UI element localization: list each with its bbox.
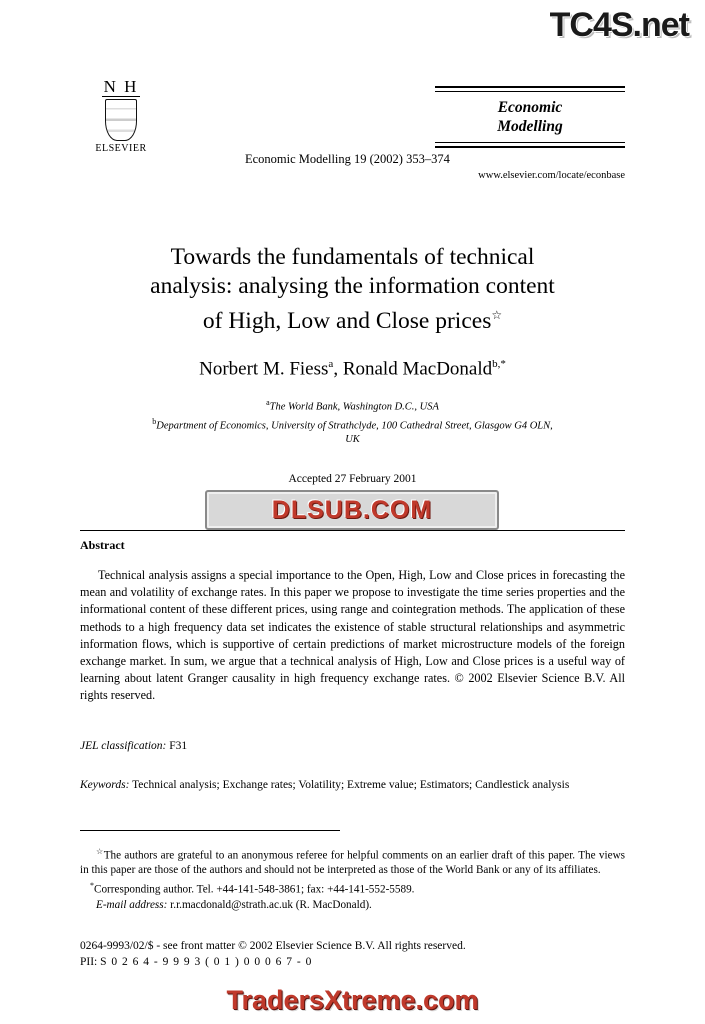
journal-url: www.elsevier.com/locate/econbase [478, 170, 625, 181]
abstract-text: Technical analysis assigns a special importance to the Open, High, Low and Close prices in forecasting the mean and volatility of exchange rates. In this paper we propose to investigate the time series properties and the informational content of these different prices, using range and cointegration methods. The application of these methods to a high frequency data set indicates the existence of stable structural relationships and asymmetric information flows, which is supportive of certain predictions of market microstructure models of the foreign exchange market. In sum, we argue that a technical analysis of High, Low and Close prices is a useful way of learning about latent Granger causality in high frequency exchange rates. © 2002 Elsevier Science B.V. All rights reserved. [80, 568, 625, 703]
north-holland-mark: N H [103, 77, 139, 96]
watermark-middle-text: DLSUB.COM [271, 495, 433, 524]
affiliations [70, 396, 635, 447]
journal-reference: Economic Modelling 19 (2002) 353–374 [245, 152, 450, 166]
pii-label: PII: [80, 956, 101, 968]
journal-header [80, 78, 625, 188]
footnote-1-text: The authors are grateful to an anonymous referee for helpful comments on an earlier draft of this paper. The views in this paper are those of the authors and should not be interpreted as those of the World Bank or any of its affiliates. [80, 849, 626, 877]
journal-title-block [435, 86, 625, 148]
affiliation-a-marker: a [266, 398, 270, 407]
title-line-2: analysis: analysing the information content [150, 273, 555, 299]
affiliation-b-marker: b [152, 416, 157, 426]
page-title [70, 243, 635, 336]
author-2-affiliation-marker: b,* [492, 358, 506, 370]
watermark-bottom: TradersXtreme.com [226, 985, 479, 1015]
author-list [70, 358, 635, 380]
keywords-value: Technical analysis; Exchange rates; Volatility; Extreme value; Estimators; Candlestick analysis [129, 779, 570, 791]
affiliation-b-line2: UK [345, 434, 360, 445]
footnotes [80, 845, 625, 913]
footnote-1-marker: ☆ [96, 847, 104, 856]
watermark-top: TC4S.net [549, 6, 689, 44]
elsevier-tree-icon [105, 99, 137, 141]
pii-value: S 0 2 6 4 - 9 9 9 3 ( 0 1 ) 0 0 0 6 7 - 0 [100, 956, 313, 968]
title-line-3: of High, Low and Close prices [202, 307, 492, 334]
journal-name-line2: Modelling [497, 118, 563, 135]
affiliation-a [70, 396, 635, 415]
affiliation-b [70, 415, 635, 434]
affiliation-a-text: The World Bank, Washington D.C., USA [269, 401, 439, 413]
email-label: E-mail address: [96, 899, 168, 912]
journal-name-line1: Economic [497, 99, 563, 116]
keywords [80, 777, 625, 793]
pii-line [80, 954, 625, 970]
author-2: , Ronald MacDonald [333, 358, 493, 380]
author-1: Norbert M. Fiess [199, 358, 329, 380]
email-value: r.r.macdonald@strath.ac.uk (R. MacDonald). [167, 899, 372, 912]
jel-value: F31 [166, 740, 188, 752]
jel-classification [80, 740, 625, 752]
rule-top [435, 86, 625, 92]
footnote-1 [80, 845, 625, 878]
footnote-3 [80, 898, 625, 913]
elsevier-logo [86, 78, 156, 154]
jel-label: JEL classification: [80, 740, 167, 752]
title-line-3-wrap [70, 301, 635, 336]
footnote-divider [80, 830, 340, 831]
abstract-heading: Abstract [80, 538, 125, 552]
footnote-2 [80, 879, 625, 897]
footnote-2-text: Corresponding author. Tel. +44-141-548-3861; fax: +44-141-552-5589. [94, 883, 415, 896]
affiliation-b-text: Department of Economics, University of Strathclyde, 100 Cathedral Street, Glasgow G4 OLN, [156, 420, 553, 431]
abstract-divider [80, 530, 625, 531]
copyright-line: 0264-9993/02/$ - see front matter © 2002 Elsevier Science B.V. All rights reserved. [80, 940, 466, 952]
author-1-affiliation-marker: a [328, 358, 334, 370]
watermark-middle [205, 490, 499, 530]
accepted-date: Accepted 27 February 2001 [288, 473, 417, 485]
footer [80, 938, 625, 970]
title-footnote-marker: ☆ [491, 308, 503, 322]
rule-bottom [435, 142, 625, 148]
title-line-1: Towards the fundamentals of technical [170, 244, 535, 270]
publisher-name: ELSEVIER [95, 143, 147, 154]
footnote-2-marker: * [90, 880, 94, 890]
keywords-label: Keywords: [80, 779, 130, 791]
